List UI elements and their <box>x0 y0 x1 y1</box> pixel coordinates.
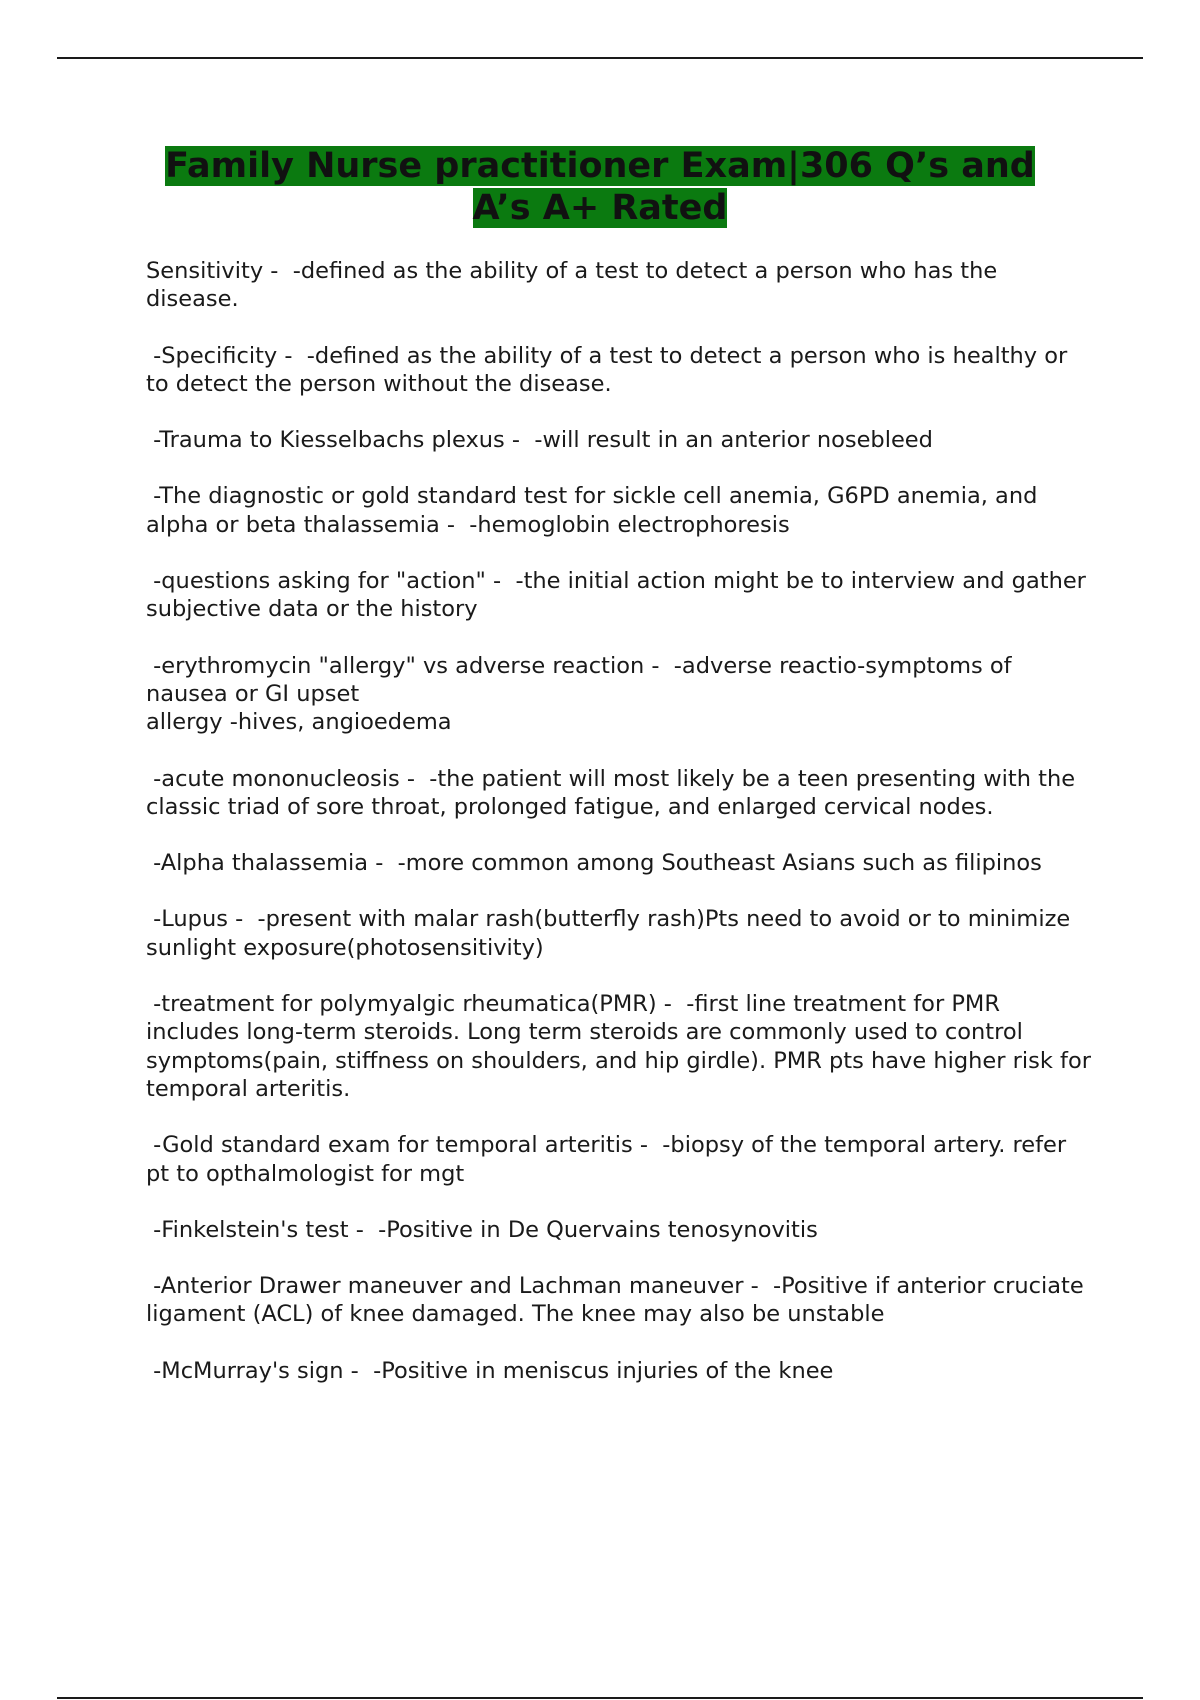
qa-entry: -Trauma to Kiesselbachs plexus - -will result in an anterior nosebleed <box>146 427 933 454</box>
qa-entry: Sensitivity - -defined as the ability of a test to detect a person who has the disease. <box>146 258 1005 313</box>
title-line-2: A’s A+ Rated <box>472 188 728 228</box>
qa-entry: -treatment for polymyalgic rheumatica(PMR) - -first line treatment for PMR includes long-term steroids. Long term steroids are commonly used to control symptoms(pain, stiffness on shoulders, and hip girdle). PMR pts have higher risk for temporal arteritis. <box>146 991 1099 1102</box>
qa-entry: -Anterior Drawer maneuver and Lachman maneuver - -Positive if anterior cruciate ligament (ACL) of knee damaged. The knee may also be unstable <box>146 1273 1091 1328</box>
qa-entry: -Lupus - -present with malar rash(butterfly rash)Pts need to avoid or to minimize sunlight exposure(photosensitivity) <box>146 906 1078 961</box>
qa-entry: -Specificity - -defined as the ability of a test to detect a person who is healthy or to detect the person without the disease. <box>146 342 1075 397</box>
qa-entry: -Finkelstein's test - -Positive in De Quervains tenosynovitis <box>146 1216 818 1243</box>
title-line-1: Family Nurse practitioner Exam|306 Q’s and <box>165 146 1035 186</box>
qa-entry: -Alpha thalassemia - -more common among Southeast Asians such as filipinos <box>146 850 1042 877</box>
qa-entry: -acute mononucleosis - -the patient will most likely be a teen presenting with the classic triad of sore throat, prolonged fatigue, and enlarged cervical nodes. <box>146 765 1083 820</box>
qa-entry: -questions asking for "action" - -the initial action might be to interview and gather subjective data or the history <box>146 568 1094 623</box>
document-title <box>60 145 1140 229</box>
qa-entry: -McMurray's sign - -Positive in meniscus injuries of the knee <box>146 1357 834 1384</box>
document-body <box>146 257 1099 1413</box>
qa-entry: -The diagnostic or gold standard test for sickle cell anemia, G6PD anemia, and alpha or beta thalassemia - -hemoglobin electrophoresis <box>146 483 1045 538</box>
footer-rule <box>57 1697 1143 1699</box>
header-rule <box>57 57 1143 59</box>
qa-entry: -Gold standard exam for temporal arteritis - -biopsy of the temporal artery. refer pt to opthalmologist for mgt <box>146 1132 1074 1187</box>
qa-entry: -erythromycin "allergy" vs adverse reaction - -adverse reactio-symptoms of nausea or GI upset allergy -hives, angioedema <box>146 652 1012 736</box>
